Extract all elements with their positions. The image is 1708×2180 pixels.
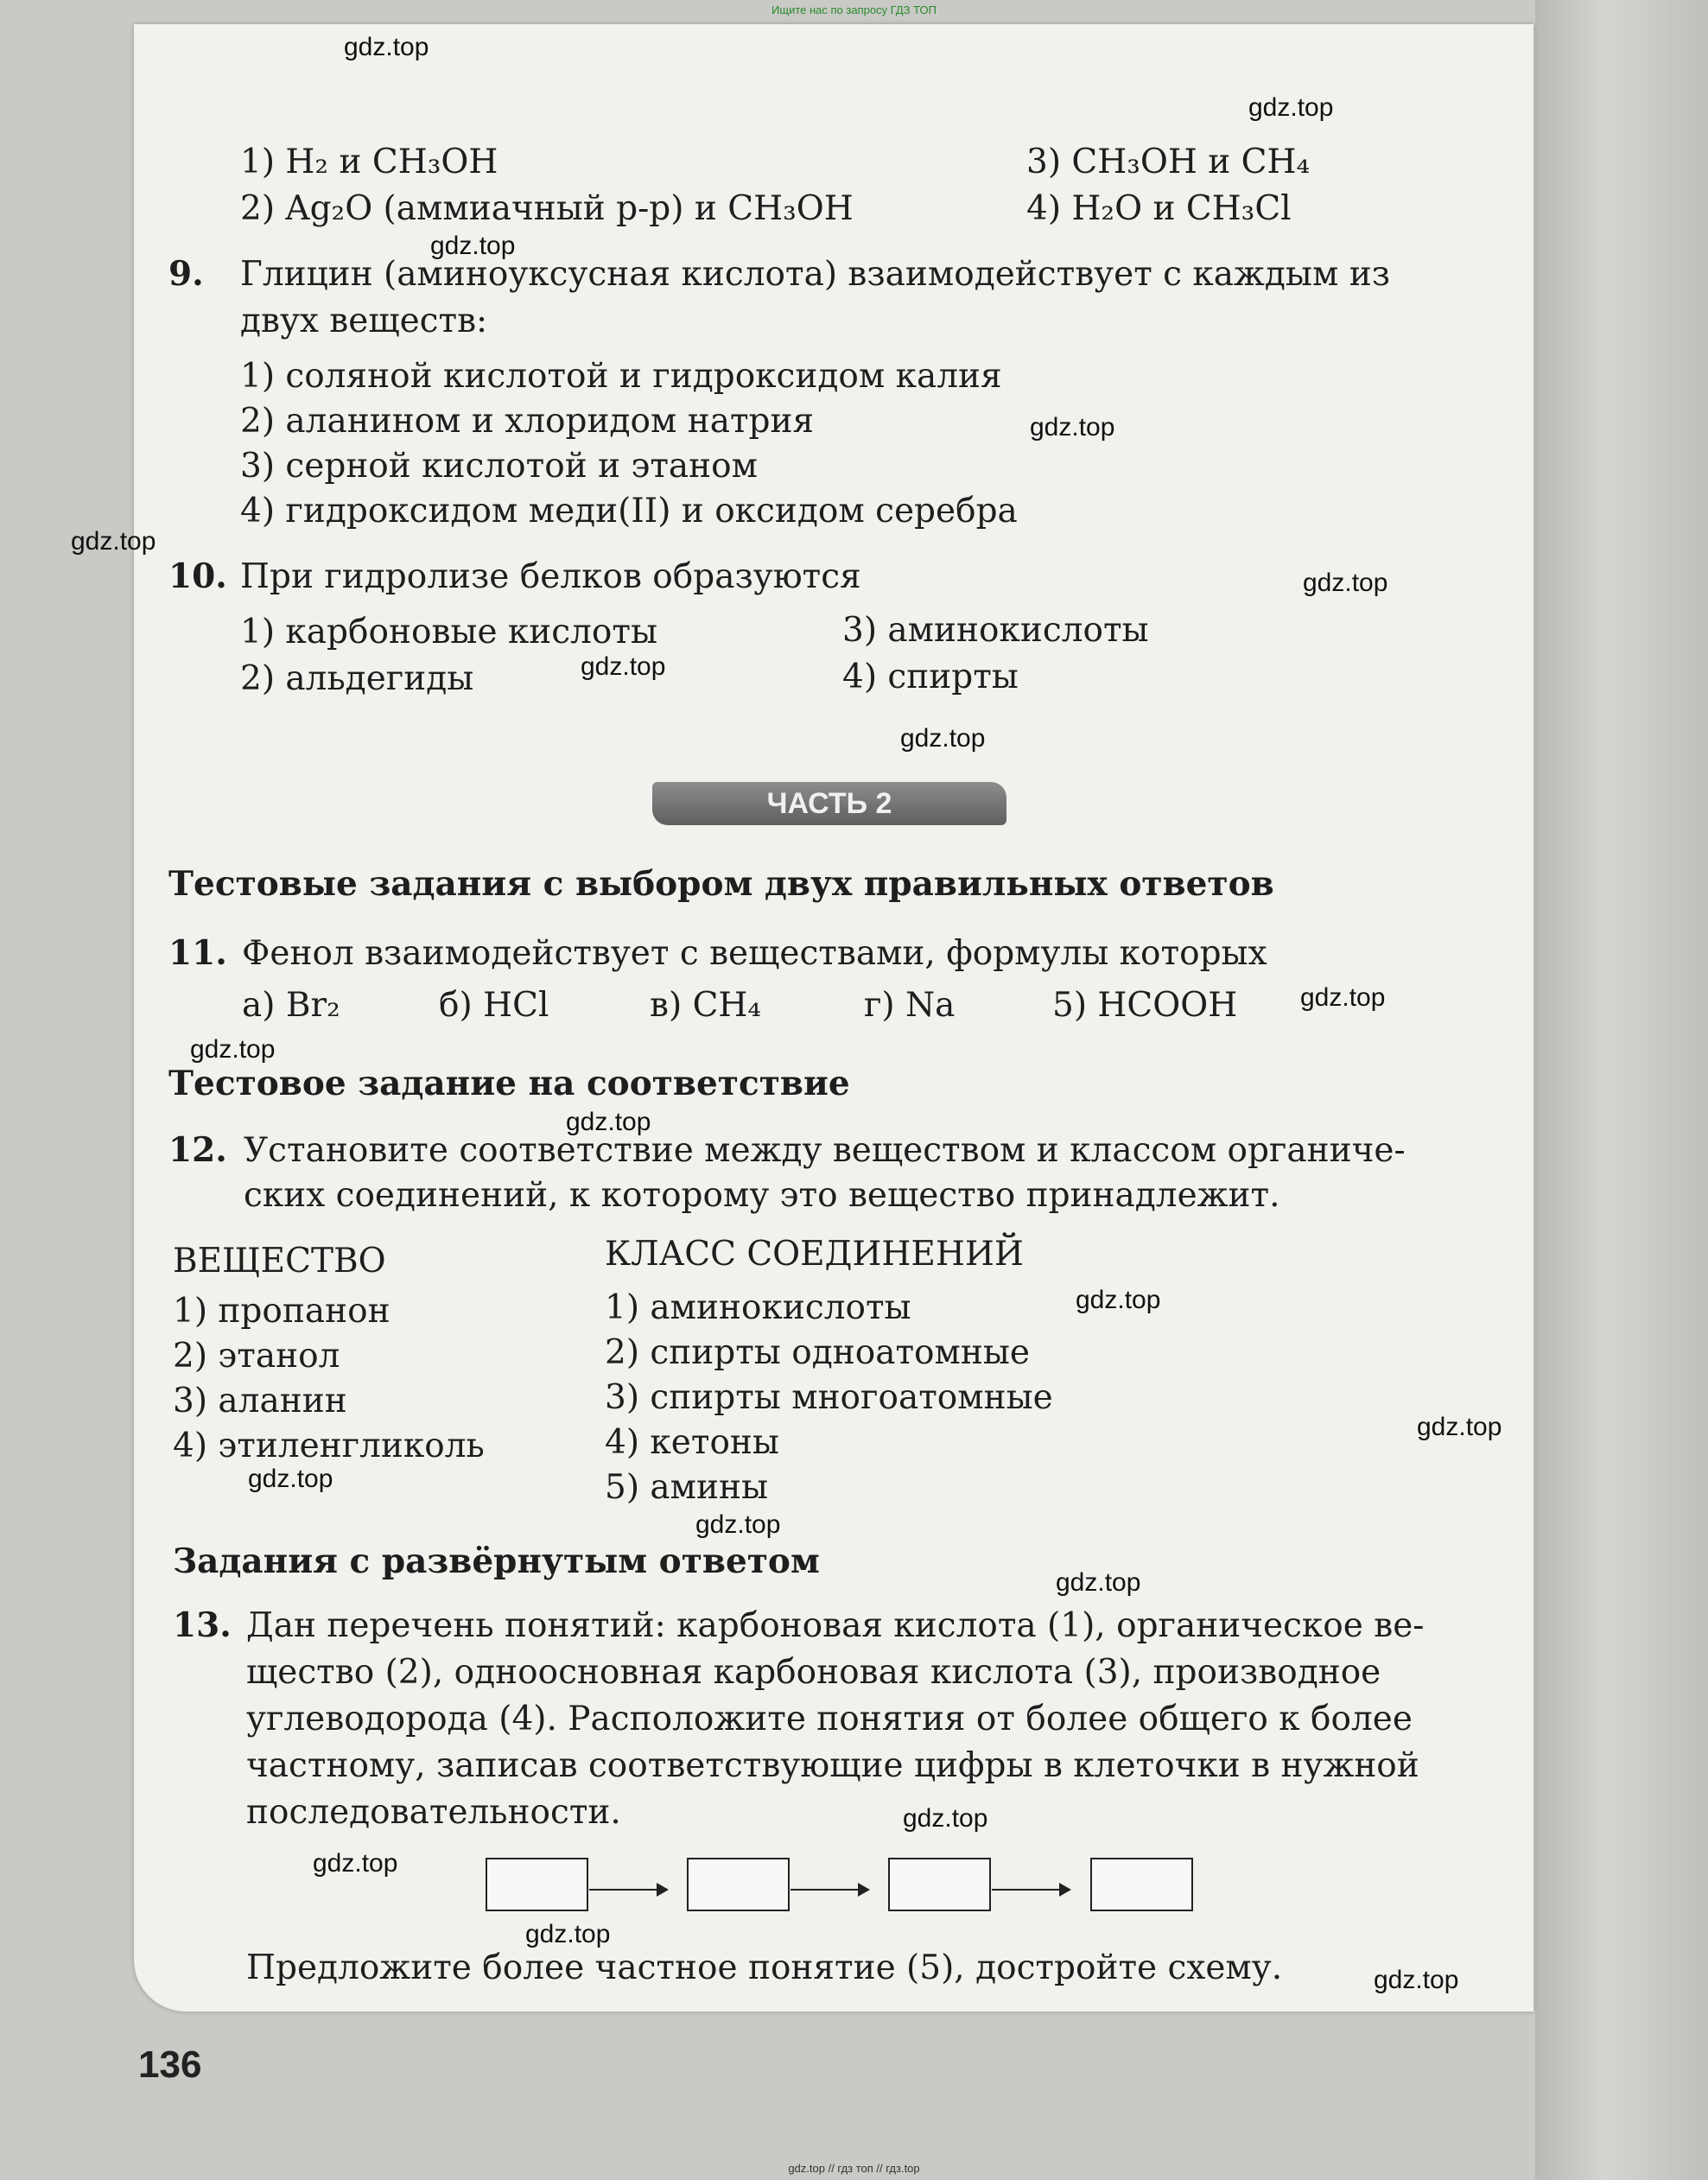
section-heading-two-answers: Тестовые задания с выбором двух правильных ответов	[168, 864, 1274, 904]
q12-number: 12.	[168, 1130, 227, 1170]
watermark: gdz.top	[1417, 1413, 1502, 1441]
q12-class-1: 1) аминокислоты	[605, 1288, 911, 1327]
watermark: gdz.top	[190, 1035, 276, 1064]
q11-option-d: г) Na	[864, 986, 956, 1025]
q11-option-b: б) HCl	[439, 986, 549, 1025]
q9-option-4: 4) гидроксидом меди(II) и оксидом серебра	[240, 492, 1018, 531]
q9-option-2: 2) аланином и хлоридом натрия	[240, 402, 815, 441]
q13-line-5: последовательности.	[246, 1793, 621, 1832]
q13-number: 13.	[173, 1605, 232, 1645]
watermark: gdz.top	[581, 652, 666, 681]
section-heading-matching: Тестовое задание на соответствие	[168, 1064, 850, 1103]
q12-class-3: 3) спирты многоатомные	[605, 1378, 1053, 1417]
q12-substance-4: 4) этиленгликоль	[173, 1427, 485, 1465]
watermark: gdz.top	[430, 232, 516, 260]
watermark: gdz.top	[1076, 1286, 1161, 1314]
watermark: gdz.top	[1248, 93, 1334, 122]
section-heading-extended: Задания с развёрнутым ответом	[173, 1541, 820, 1581]
q13-line-3: углеводорода (4). Расположите понятия от более общего к более	[246, 1700, 1413, 1738]
page-number: 136	[138, 2043, 202, 2086]
watermark: gdz.top	[313, 1849, 398, 1878]
q9-option-3: 3) серной кислотой и этаном	[240, 447, 758, 486]
bottom-promo-link[interactable]: gdz.top // гдз топ // гдз.top	[788, 2162, 920, 2175]
q13-line-4: частному, записав соответствующие цифры в клеточки в нужной	[246, 1746, 1419, 1785]
watermark: gdz.top	[1303, 569, 1388, 597]
q8-option-1: 1) H₂ и CH₃OH	[240, 143, 498, 181]
watermark: gdz.top	[1056, 1568, 1141, 1597]
q8-option-3: 3) CH₃OH и CH₄	[1026, 143, 1311, 181]
watermark: gdz.top	[903, 1804, 988, 1833]
watermark: gdz.top	[344, 33, 429, 61]
q10-option-1: 1) карбоновые кислоты	[240, 613, 658, 651]
part-2-ribbon: ЧАСТЬ 2	[652, 782, 1006, 825]
q13-line-1: Дан перечень понятий: карбоновая кислота (1), органическое ве-	[246, 1606, 1425, 1645]
q13-line-2: щество (2), одноосновная карбоновая кислота (3), производное	[246, 1653, 1381, 1692]
q12-class-header: КЛАСС СОЕДИНЕНИЙ	[605, 1235, 1024, 1274]
answer-box-1[interactable]	[486, 1858, 588, 1911]
scheme-arrow-icon	[992, 1889, 1070, 1891]
answer-box-2[interactable]	[687, 1858, 790, 1911]
watermark: gdz.top	[525, 1920, 611, 1948]
q12-substance-header: ВЕЩЕСТВО	[173, 1242, 386, 1281]
scheme-arrow-icon	[791, 1889, 868, 1891]
q8-option-4: 4) H₂O и CH₃Cl	[1026, 189, 1292, 228]
watermark: gdz.top	[566, 1108, 651, 1136]
answer-box-4[interactable]	[1090, 1858, 1193, 1911]
q12-text-cont: ских соединений, к которому это вещество принадлежит.	[244, 1176, 1280, 1215]
watermark: gdz.top	[71, 527, 156, 556]
q8-option-2: 2) Ag₂O (аммиачный р-р) и CH₃OH	[240, 189, 854, 228]
q12-substance-3: 3) аланин	[173, 1382, 347, 1420]
q10-number: 10.	[168, 556, 227, 596]
q10-option-2: 2) альдегиды	[240, 659, 474, 698]
q9-text-cont: двух веществ:	[240, 302, 488, 340]
q10-text: При гидролизе белков образуются	[240, 557, 861, 596]
q10-option-3: 3) аминокислоты	[842, 611, 1149, 650]
scheme-arrow-icon	[589, 1889, 667, 1891]
q12-text: Установите соответствие между веществом и классом органиче-	[244, 1131, 1406, 1170]
q13-final-instruction: Предложите более частное понятие (5), достройте схему.	[246, 1948, 1283, 1987]
q12-class-5: 5) амины	[605, 1468, 769, 1507]
q12-class-2: 2) спирты одноатомные	[605, 1333, 1030, 1372]
watermark: gdz.top	[1300, 983, 1386, 1012]
q12-substance-1: 1) пропанон	[173, 1292, 390, 1331]
top-promo-link[interactable]: Ищите нас по запросу ГДЗ ТОП	[771, 3, 937, 16]
q11-option-c: в) CH₄	[650, 986, 762, 1025]
watermark: gdz.top	[248, 1465, 333, 1493]
watermark: gdz.top	[1374, 1966, 1459, 1994]
q9-option-1: 1) соляной кислотой и гидроксидом калия	[240, 357, 1002, 396]
q10-option-4: 4) спирты	[842, 658, 1019, 696]
watermark: gdz.top	[695, 1510, 781, 1539]
q12-substance-2: 2) этанол	[173, 1337, 340, 1376]
q9-number: 9.	[168, 254, 204, 294]
q9-text: Глицин (аминоуксусная кислота) взаимодействует с каждым из	[240, 255, 1390, 294]
q11-option-e: 5) HCOOH	[1052, 986, 1238, 1025]
answer-box-3[interactable]	[888, 1858, 991, 1911]
q11-option-a: а) Br₂	[242, 986, 340, 1025]
q11-text: Фенол взаимодействует с веществами, формулы которых	[242, 934, 1267, 973]
q12-class-4: 4) кетоны	[605, 1423, 779, 1462]
q11-number: 11.	[168, 933, 227, 973]
watermark: gdz.top	[900, 724, 986, 753]
background-edge	[1535, 0, 1708, 2180]
watermark: gdz.top	[1030, 413, 1115, 442]
